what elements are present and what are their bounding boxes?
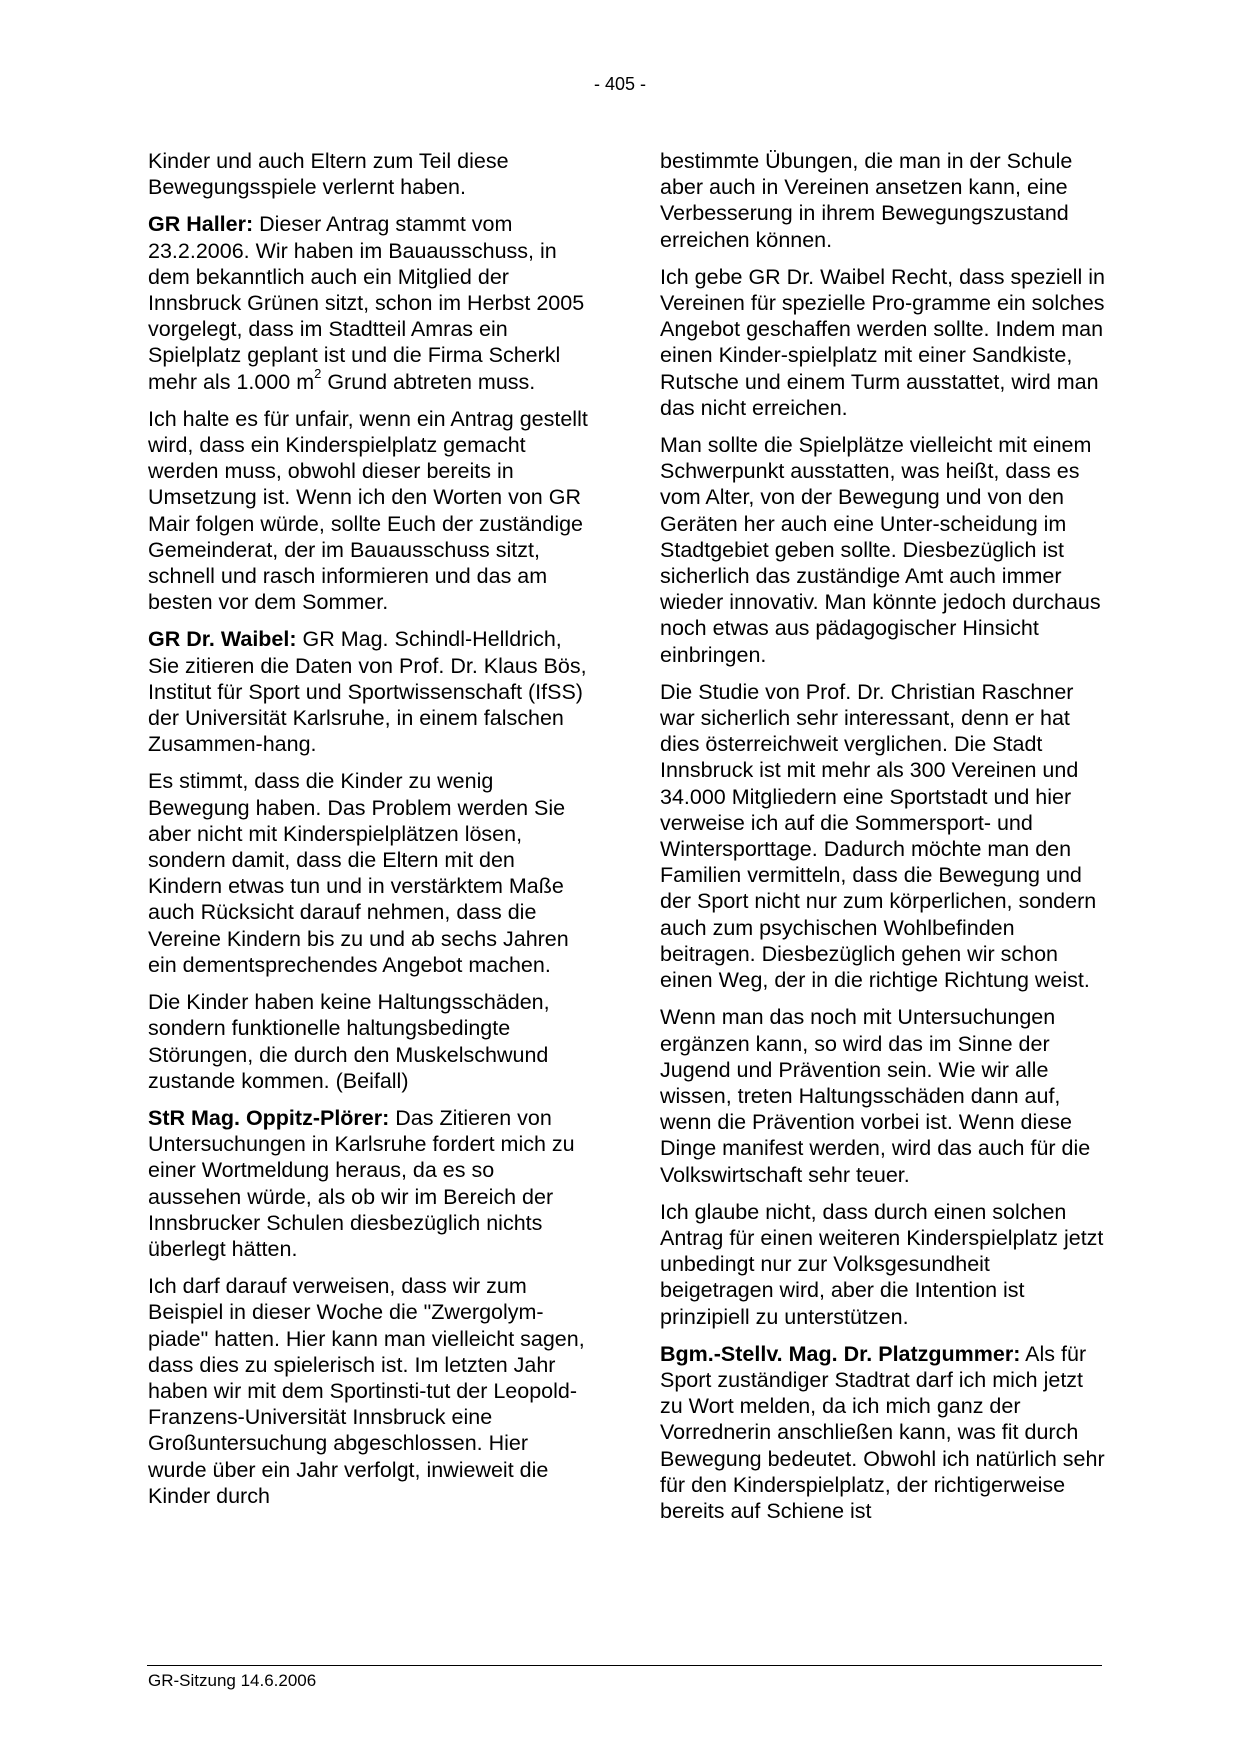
speech-text: Grund abtreten muss. (321, 369, 536, 394)
speaker-name: StR Mag. Oppitz-Plörer: (148, 1105, 390, 1130)
speech-paragraph (148, 211, 588, 394)
paragraph: Es stimmt, dass die Kinder zu wenig Bewegung haben. Das Problem werden Sie aber nicht mit Kinderspielplätzen lösen, sondern damit, dass die Eltern mit den Kindern etwas tun und in verstärktem Maße auch Rücksicht darauf nehmen, dass die Vereine Kindern bis zu und ab sechs Jahren ein dementsprechendes Angebot machen. (148, 769, 569, 977)
speech-paragraph (148, 626, 588, 757)
paragraph: Ich glaube nicht, dass durch einen solchen Antrag für einen weiteren Kinderspielplatz jetzt unbedingt nur zur Volksgesundheit beigetragen wird, aber die Intention ist prinzipiell zu unterstützen. (660, 1199, 1104, 1329)
speech-text: Das Zitieren von Untersuchungen in Karlsruhe fordert mich zu einer Wortmeldung heraus, da es so aussehen würde, als ob wir im Bereich der Innsbrucker Schulen diesbezüglich nichts überlegt hätten. (148, 1105, 575, 1261)
left-column (148, 148, 588, 1520)
speaker-name: GR Dr. Waibel: (148, 627, 297, 652)
paragraph: Ich darf darauf verweisen, dass wir zum Beispiel in dieser Woche die "Zwergolym-piade" hatten. Hier kann man vielleicht sagen, dass dies zu spielerisch ist. Im letzten Jahr haben wir mit dem Sportinsti-tut der Leopold-Franzens-Universität Innsbruck eine Großuntersuchung abgeschlossen. Hier wurde über ein Jahr verfolgt, inwieweit die Kinder durch (148, 1274, 585, 1508)
paragraph: Man sollte die Spielplätze vielleicht mit einem Schwerpunkt ausstatten, was heißt, dass es vom Alter, von der Bewegung und von den Geräten her auch eine Unter-scheidung im Stadtgebiet geben sollte. Diesbezüglich ist sicherlich das zuständige Amt auch immer wieder innovativ. Man könnte jedoch durchaus noch etwas aus pädagogischer Hinsicht einbringen. (660, 433, 1101, 667)
speaker-name: Bgm.-Stellv. Mag. Dr. Platzgummer: (660, 1341, 1021, 1366)
speech-paragraph (660, 1341, 1105, 1524)
footer-session-date: GR-Sitzung 14.6.2006 (148, 1671, 317, 1690)
speech-paragraph (148, 1105, 588, 1262)
paragraph: Ich gebe GR Dr. Waibel Recht, dass speziell in Vereinen für spezielle Pro-gramme ein solches Angebot geschaffen werden sollte. Indem man einen Kinder-spielplatz mit einer Sandkiste, Rutsche und einem Turm ausstattet, wird man das nicht erreichen. (660, 264, 1105, 420)
paragraph: Die Studie von Prof. Dr. Christian Raschner war sicherlich sehr interessant, denn er hat dies österreichweit verglichen. Die Stadt Innsbruck ist mit mehr als 300 Vereinen und 34.000 Mitgliedern eine Sportstadt und hier verweise ich auf die Sommersport- und Wintersporttage. Dadurch möchte man den Familien vermitteln, dass die Bewegung und der Sport nicht nur zum körperlichen, sondern auch zum psychischen Wohlbefinden beitragen. Diesbezüglich gehen wir schon einen Weg, der in die richtige Richtung weist. (660, 679, 1097, 993)
paragraph: Ich halte es für unfair, wenn ein Antrag gestellt wird, dass ein Kinderspielplatz gemacht werden muss, obwohl dieser bereits in Umsetzung ist. Wenn ich den Worten von GR Mair folgen würde, sollte Euch der zuständige Gemeinderat, der im Bauausschuss sitzt, schnell und rasch informieren und das am besten vor dem Sommer. (148, 406, 588, 615)
paragraph: Die Kinder haben keine Haltungsschäden, sondern funktionelle haltungsbedingte Störungen, die durch den Muskelschwund zustande kommen. (Beifall) (148, 990, 550, 1093)
footer-divider (147, 1665, 1102, 1666)
paragraph: Kinder und auch Eltern zum Teil diese Bewegungsspiele verlernt haben. (148, 149, 509, 200)
speech-text: GR Mag. Schindl-Helldrich, Sie zitieren die Daten von Prof. Dr. Klaus Bös, Institut für Sport und Sportwissenschaft (IfSS) der Universität Karlsruhe, in einem falschen Zusammen-hang. (148, 627, 587, 757)
speech-text: Als für Sport zuständiger Stadtrat darf ich mich jetzt zu Wort melden, da ich mich ganz der Vorrednerin anschließen kann, was fit durch Bewegung bedeutet. Obwohl ich natürlich sehr für den Kinderspielplatz, der richtigerweise bereits auf Schiene ist (660, 1341, 1105, 1523)
speaker-name: GR Haller: (148, 212, 254, 237)
right-column (660, 148, 1105, 1535)
superscript: 2 (314, 366, 322, 382)
page-number: - 405 - (593, 74, 647, 94)
speech-text: Dieser Antrag stammt vom 23.2.2006. Wir haben im Bauausschuss, in dem bekanntlich auch ein Mitglied der Innsbruck Grünen sitzt, schon im Herbst 2005 vorgelegt, dass im Stadtteil Amras ein Spielplatz geplant ist und die Firma Scherkl mehr als 1.000 m (148, 212, 585, 394)
paragraph: bestimmte Übungen, die man in der Schule aber auch in Vereinen ansetzen kann, eine Verbesserung in ihrem Bewegungszustand erreichen können. (660, 149, 1073, 252)
paragraph: Wenn man das noch mit Untersuchungen ergänzen kann, so wird das im Sinne der Jugend und Prävention sein. Wie wir alle wissen, treten Haltungsschäden dann auf, wenn die Prävention vorbei ist. Wenn diese Dinge manifest werden, wird das auch für die Volkswirtschaft sehr teuer. (660, 1005, 1091, 1187)
